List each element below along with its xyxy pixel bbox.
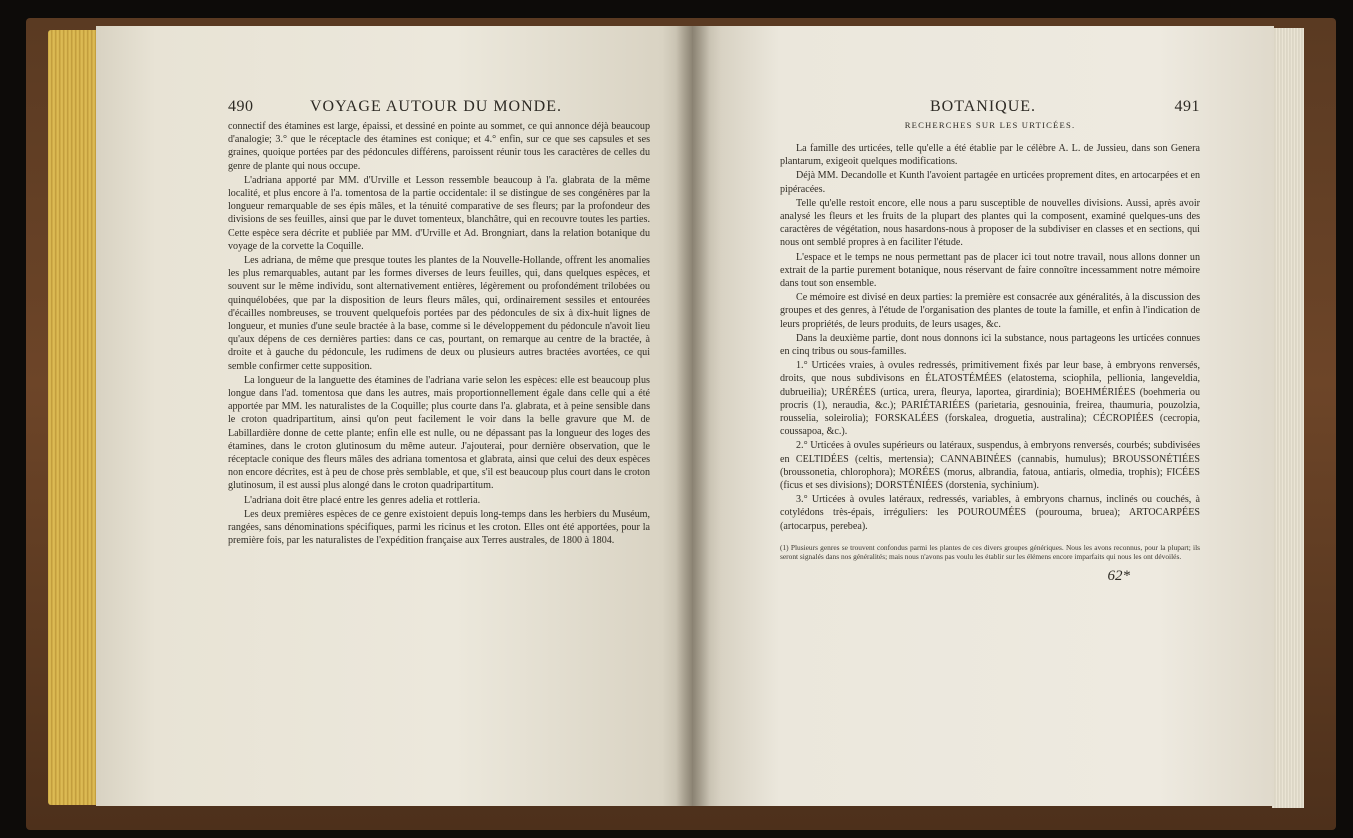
paragraph: L'adriana apporté par MM. d'Urville et Lesson ressemble beaucoup à l'a. glabrata de la même localité, et plus encore à l'a. tomentosa de la partie occidentale: il se distingue de ses congénères par la longueur remarquable de ses épis mâles, et la ténuité comparative de ses fleurs; par la profondeur des divisions de ses feuilles, ainsi que par le duvet tomenteux, blanchâtre, qui en recouvre toutes les parties. Cette espèce sera décrite et publiée par MM. d'Urville et Ad. Brongniart, dans la relation botanique du voyage de la corvette la Coquille. — [228, 174, 650, 252]
paragraph: L'adriana doit être placé entre les genres adelia et rottleria. — [244, 494, 481, 506]
paragraph: Déjà MM. Decandolle et Kunth l'avoient partagée en urticées proprement dites, en artocarpées et en pipéracées. — [780, 170, 1200, 195]
left-page-number: 490 — [228, 98, 254, 115]
right-page-number: 491 — [1174, 98, 1200, 115]
paragraph: Les adriana, de même que presque toutes les plantes de la Nouvelle-Hollande, offrent les anomalies les plus remarquables, autant par les formes diverses de leurs feuilles, qui, dans quelques espèces, et souvent sur le même individu, sont alternativement entières, légèrement ou profondément trilobées ou quinquélobées, que par la disposition de leurs fleurs mâles, qui, ordinairement sessiles et entourées d'écailles nombreuses, se trouvent quelquefois portées par des pédoncules de six à dix-huit lignes de longueur, et munies d'une seule bractée à la base, comme si le développement du pédoncule n'avoit lieu qu'aux dépens de ces dernières parties: dans ce cas, pourtant, on remarque au centre de la bractée, à droite et à gauche du pédoncule, les rudimens de deux ou plusieurs autres bractées avortées, ce qui semble confirmer cette supposition. — [228, 255, 650, 372]
page-edges-right — [1272, 28, 1304, 808]
left-page — [96, 26, 692, 806]
paragraph: La famille des urticées, telle qu'elle a été établie par le célèbre A. L. de Jussieu, dans son Genera plantarum, exigeoit quelques modifications. — [780, 143, 1200, 168]
paragraph: La longueur de la languette des étamines de l'adriana varie selon les espèces: elle est beaucoup plus longue dans l'ad. tomentosa que dans les autres, mais proportionnellement égale dans celle qui a été apportée par MM. les naturalistes de la Coquille; plus courte dans l'a. glabrata, et à peine sensible dans le croton quadripartitum, ainsi qu'on peut facilement le voir dans la belle gravure que M. de Labillardière donne de cette plante; enfin elle est nulle, ou ne dépassant pas la longueur des loges des étamines, dans le croton glutinosum du même auteur. J'ajouterai, pour dernière observation, que le réceptacle conique des fleurs mâles des adriana tomentosa et glabrata, ainsi que celui des deux espèces non encore décrites, est à peu de chose près semblable, et que, s'il est beaucoup plus court dans le croton glutinosum, il est aussi plus alongé dans le croton quadripartitum. — [228, 374, 650, 492]
left-running-head — [228, 98, 650, 116]
paragraph: Telle qu'elle restoit encore, elle nous a paru susceptible de nouvelles divisions. Aussi, après avoir analysé les fleurs et les fruits de la plupart des plantes qui la composent, examiné quelques-uns des caractères de végétation, nous hasardons-nous à proposer de la subdiviser en classes et en sections, qui nous ont semblé propres à en faciliter l'étude. — [780, 197, 1200, 249]
left-body-text — [228, 120, 650, 548]
right-body-text — [780, 142, 1200, 533]
section-title: RECHERCHES SUR LES URTICÉES. — [904, 120, 1076, 130]
right-header-title: BOTANIQUE. — [930, 98, 1037, 115]
footnote: (1) Plusieurs genres se trouvent confondus parmi les plantes de ces divers groupes génériques. Nous les avons reconnus, pour la plupart; ils seront signalés dans nos généralités; mais nous n'avons pas voulu les établir sur les élémens encore imparfaits qui nous les ont dévoilés. — [780, 542, 1200, 562]
signature-mark: 62* — [1107, 567, 1130, 584]
paragraph: Ce mémoire est divisé en deux parties: la première est consacrée aux généralités, à la discussion des groupes et des genres, à l'étude de l'organisation des plantes de toute la famille, et enfin à l'indication de leurs propriétés, de leurs produits, de leurs usages, &c. — [780, 292, 1200, 330]
paragraph: 2.° Urticées à ovules supérieurs ou latéraux, suspendus, à embryons renversés, courbés; subdivisées en CELTIDÉES (celtis, mertensia); CANNABINÉES (cannabis, humulus); BROUSSONÉTIÉES (broussonetia, chlorophora); MORÉES (morus, albrandia, fatoua, antiaris, olmedia, trophis); FICÉES (ficus et ses divisions); DORSTÉNIÉES (dorstenia, sychinium). — [780, 440, 1200, 492]
paragraph: L'espace et le temps ne nous permettant pas de placer ici tout notre travail, nous allons donner un extrait de la partie purement botanique, nous réservant de faire connoître incessamment notre mémoire dans tout son ensemble. — [780, 251, 1200, 290]
paragraph: 3.° Urticées à ovules latéraux, redressés, variables, à embryons charnus, inclinés ou couchés, à cotylédons très-épais, irréguliers: les POUROUMÉES (pourouma, bruea); ARTOCARPÉES (artocarpus, perebea). — [780, 494, 1200, 532]
paragraph: Dans la deuxième partie, dont nous donnons ici la substance, nous partageons les urticées connues en cinq tribus ou sous-familles. — [780, 332, 1200, 358]
left-header-title: VOYAGE AUTOUR DU MONDE. — [309, 98, 562, 115]
paragraph: connectif des étamines est large, épaissi, et dessiné en pointe au sommet, ce qui annonce déjà beaucoup d'analogie; 3.° que le réceptacle des étamines est conique; et 4.° enfin, sur ce que ses capsules et ses graines, quoique portées par des pédoncules différens, paroissent réunir tous les caractères de celles du genre de plante qui nous occupe. — [228, 121, 650, 172]
right-page — [692, 26, 1274, 806]
paragraph: Les deux premières espèces de ce genre existoient depuis long-temps dans les herbiers du Muséum, rangées, sans dénominations spécifiques, parmi les ricinus et les croton. Elles ont été apportées, pour la première fois, par les naturalistes de l'expédition française aux Terres australes, de 1800 à 1804. — [228, 508, 650, 547]
paragraph: 1.° Urticées vraies, à ovules redressés, primitivement fixés par leur base, à embryons renversés, droits, que nous subdivisons en ÉLATOSTÉMÉES (elatostema, sciophila, pellionia, langeveldia, dubrueilia); URÉRÉES (urtica, urera, fleurya, laportea, girardinia); BOEHMÉRIÉES (boehmeria ou procris (1), neraudia, &c.); PARIÉTARIÉES (parietaria, gesnouinia, freirea, thaumuria, pouzolzia, rousselia, soleirolia); FORSKALÉES (forskalea, droguetia, australina); CÉCROPIÉES (cecropia, coussapoa, &c.). — [780, 360, 1200, 438]
book-gutter — [676, 26, 710, 806]
right-running-head — [780, 98, 1200, 116]
